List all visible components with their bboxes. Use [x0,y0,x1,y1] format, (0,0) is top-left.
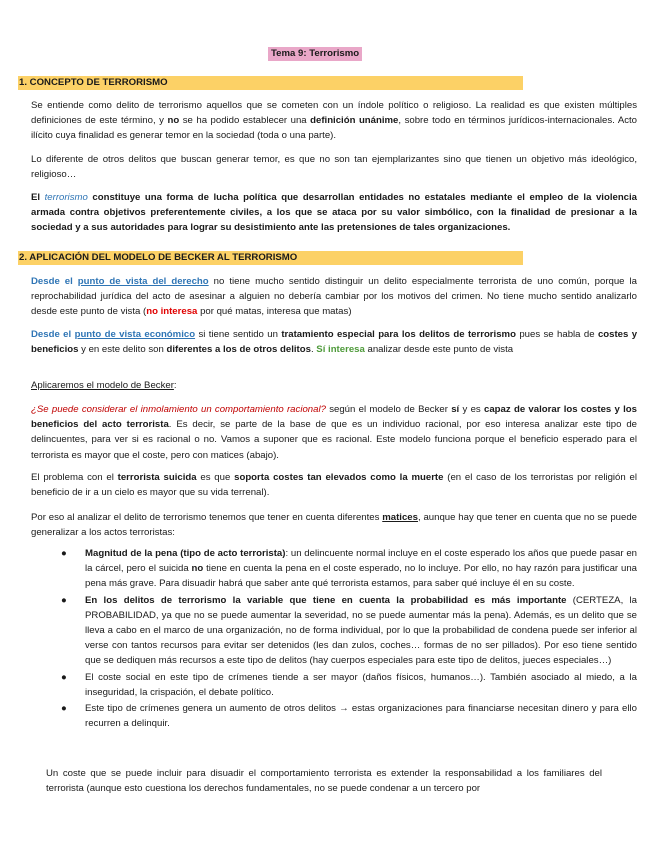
list-item [52,670,637,700]
text-span: : un delincuente normal incluye en el coste esperado los años que puede pasar en la cárcel, pero el suicida [85,548,637,575]
document-title: Tema 9: Terrorismo [268,47,362,61]
paragraph-inmolamiento [31,402,637,463]
text-bold: En los delitos de terrorismo la variable que tiene en cuenta la probabilidad es más importante [85,594,567,606]
text-span: pues se habla de [519,329,595,340]
text-span: Este tipo de crímenes genera un aumento de otros delitos → estas organizaciones para financiarse necesitan dinero y para ello recurren a delinquir. [85,703,637,730]
text-span: por qué matas, interesa que matas) [200,306,352,318]
paragraph-definition [31,98,637,144]
bullet-icon: ● [61,548,67,559]
text-bold: sí [451,404,460,415]
text-bold: no [167,115,180,127]
paragraph-matices [31,510,637,540]
text-span: Por eso al analizar el delito de terrorismo tenemos que tener en cuenta diferentes [31,512,380,523]
text-bold: constituye una forma de lucha política que desarrollan entidades no estatales mediante el empleo de la violencia armada contra objetivos preferentemente civiles, a los que se ataca por su valor simbólico, con la finalidad de presionar a la sociedad y a sus autoridades para lograr su desistimiento ante las pretensiones de tales organizaciones. [31,192,638,234]
text-bold: no [191,563,204,575]
paragraph-derecho [31,274,637,320]
text-term: terrorismo [44,192,88,203]
paragraph-economico [31,327,637,357]
matices-list [52,546,637,732]
text-span: si tiene sentido un [198,329,278,340]
text-bold-underlined: matices [382,512,418,523]
section-heading-1: 1. CONCEPTO DE TERRORISMO [18,76,523,90]
text-green: Sí interesa [316,344,365,356]
bullet-icon: ● [61,703,67,715]
link-economico[interactable]: punto de vista económico [74,329,196,340]
text-bold: capaz de valorar los costes y los beneficios del acto terrorista [31,404,637,431]
text-span: , aunque hay que tener en cuenta que no se puede generalizar a los actos terroristas: [31,512,638,539]
list-item [52,701,637,731]
text-span: y es [462,404,481,415]
paragraph-terrorismo-def [31,190,637,236]
text-bold: diferentes a los de otros delitos [166,344,311,356]
text-blue: Desde el [31,329,72,340]
text-span: (en el caso de los terroristas por religión el beneficio de ir a un cielo es mayor que su vida terrenal). [31,472,637,499]
text-span: El problema con el [31,472,114,483]
text-bold: soporta costes tan elevados como la muerte [234,472,444,483]
bullet-icon: ● [61,671,67,683]
text-span: no tiene mucho sentido distinguir un delito especialmente terrorista de uno común, porque la reprochabilidad jurídica del acto de asesinar a alguien no debería cambiar por los motivos del crimen. No tiene mucho sentido analizarlo desde este punto de vista ( [31,276,637,318]
text-bold: definición unánime [310,115,399,127]
text-span: según el modelo de Becker [329,404,448,415]
text-bold: El [31,192,41,203]
text-span: . [310,344,314,356]
bullet-icon: ● [61,594,67,606]
list-item [52,593,637,669]
paragraph-difference: Lo diferente de otros delitos que buscan generar temor, es que no son tan ejemplarizantes sino que tienen un objetivo más ideológico, religioso… [31,154,637,181]
text-span: . Es decir, se parte de la base de que es un individuo racional, por eso interesa analizar este tipo de delincuentes, para ver si es racional o no. Vamos a suponer que es racional. Este modelo funciona porque el beneficio esperado para el terrorista es mayor que el coste, pero con matices (abajo). [31,419,637,461]
list-item [52,546,637,592]
text-span: Se entiende como delito de terrorismo aquellos que se cometen con un índole político o religioso. La realidad es que existen múltiples definiciones de este término, y [31,100,637,127]
text-span: analizar desde este punto de vista [367,344,514,356]
text-question: ¿Se puede considerar el inmolamiento un comportamiento racional? [31,404,326,415]
link-derecho[interactable]: punto de vista del derecho [77,276,209,287]
text-span: : [173,380,177,391]
text-bold: costes y beneficios [31,329,638,356]
text-span: (CERTEZA, la PROBABILIDAD, ya que no se puede aumentar la severidad, no se puede aumentar más la pena). Además, es un delito que se lleva a cabo en el marco de una organización, no de forma individual, por lo que la probabilidad de condena puede ser inferior al verse con tantos recursos para evitar ser detenidos (les dan zulos, coches… formas de no ser pillados). Por eso tiene sentido que se dediquen más recursos a este tipo de delitos (hay cuerpos especiales para este tipo de delitos, jueces especiales…) [85,594,638,667]
text-bold: tratamiento especial para los delitos de terrorismo [281,329,516,340]
text-bold: Magnitud de la pena (tipo de acto terrorista) [85,548,286,559]
text-span: es que [200,472,231,483]
subheading-becker [31,378,637,393]
text-bold: terrorista suicida [117,472,197,483]
text-span: El coste social en este tipo de crímenes tiende a ser mayor (daños físicos, humanos…). También asociado al miedo, a la inseguridad, la crispación, el debate político. [85,671,637,698]
text-underlined: Aplicaremos el modelo de Becker [31,380,174,391]
text-red: no interesa [146,306,198,318]
paragraph-coste-familiares: Un coste que se puede incluir para disuadir el comportamiento terrorista es extender la responsabilidad a los familiares del terrorista (aunque esto cuestiona los derechos fundamentales, no se puede condenar a un tercero por [46,768,602,795]
section-heading-2: 2. APLICACIÓN DEL MODELO DE BECKER AL TERRORISMO [18,251,523,265]
paragraph-suicida [31,470,637,500]
text-span: y en este delito son [81,344,164,356]
text-span: , sobre todo en términos jurídicos-internacionales. Acto ilícito cuya finalidad es generar temor en la sociedad (toda o una parte). [31,115,638,142]
text-span: tiene en cuenta la pena en el coste esperado, no lo incluye. Por ello, no hay razón para justificar una pena más grave. Para disuadir habrá que saber ante qué terrorista estamos, para saber qué incluye él en su coste. [85,563,637,590]
text-span: se ha podido establecer una [182,115,307,127]
text-blue: Desde el [31,276,73,287]
